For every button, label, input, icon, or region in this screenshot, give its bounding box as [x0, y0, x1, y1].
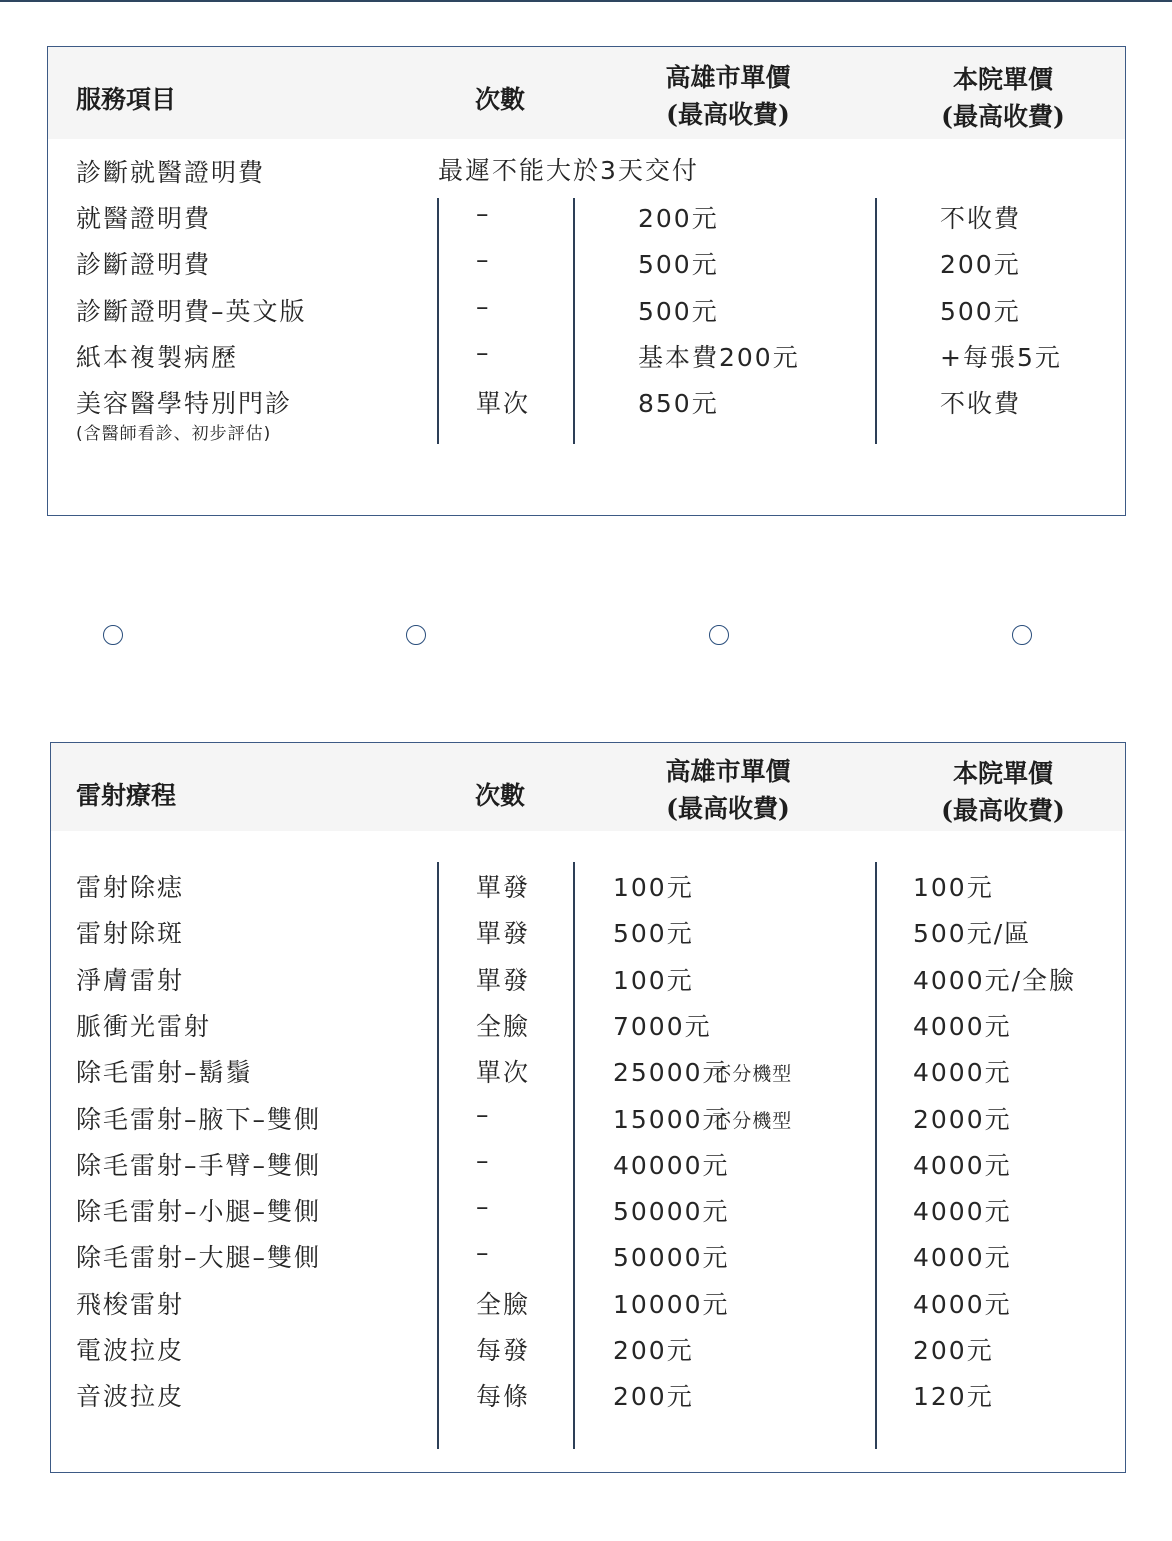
row-clinic-price: 500元/區	[913, 919, 1032, 949]
header-count: 次數	[475, 85, 526, 114]
table-header	[48, 47, 1125, 139]
row-city-price-note-wrap	[712, 1057, 792, 1086]
row-clinic-price: +每張5元	[940, 342, 1062, 372]
table-header	[51, 743, 1125, 831]
row-item: 紙本複製病歷	[76, 342, 239, 372]
row-item: 診斷證明費	[76, 250, 212, 280]
row-item: 診斷證明費–英文版	[76, 296, 307, 326]
top-rule	[0, 0, 1172, 2]
row-clinic-price: 4000元	[913, 1289, 1012, 1319]
row-clinic-price: 4000元/全臉	[913, 965, 1077, 995]
row-item: 美容醫學特別門診	[76, 389, 293, 419]
row-city-price: 15000元	[613, 1104, 730, 1134]
header-city-price: 高雄市單價 (最高收費)	[665, 63, 791, 129]
row-item: 除毛雷射–手臂–雙側	[76, 1150, 322, 1180]
row-city-price: 500元	[638, 296, 719, 326]
row-item: 除毛雷射–大腿–雙側	[76, 1243, 322, 1273]
row-item: 除毛雷射–鬍鬚	[76, 1058, 253, 1088]
row-clinic-price: 4000元	[913, 1011, 1012, 1041]
header-item: 服務項目	[76, 85, 177, 114]
row-item: 除毛雷射–小腿–雙側	[76, 1197, 322, 1227]
row-count: –	[476, 245, 491, 275]
row-item: 電波拉皮	[76, 1336, 185, 1365]
header-city-price: 高雄市單價 (最高收費)	[665, 757, 791, 823]
header-clinic-price: 本院單價 (最高收費)	[941, 65, 1065, 131]
row-city-price-note: 不分機型	[712, 1063, 793, 1086]
row-city-price: 500元	[613, 919, 694, 949]
row-count: –	[476, 1238, 491, 1268]
row-clinic-price: 2000元	[913, 1104, 1012, 1134]
row-city-price: 25000元	[613, 1058, 730, 1088]
row-count: 全臉	[476, 1289, 531, 1319]
row-city-price: 200元	[613, 1336, 694, 1365]
row-city-price: 50000元	[613, 1197, 730, 1227]
header-item: 雷射療程	[76, 781, 177, 810]
row-count: 單發	[476, 873, 531, 902]
row-clinic-price: 500元	[940, 296, 1021, 326]
row-clinic-price: 200元	[940, 250, 1021, 280]
carousel-dot[interactable]	[1012, 625, 1032, 645]
row-city-price: 200元	[613, 1382, 694, 1412]
certificate-fee-table	[47, 46, 1126, 516]
row-clinic-price: 不收費	[940, 389, 1022, 419]
row-count: –	[476, 1099, 491, 1129]
row-count: 單發	[476, 965, 531, 995]
row-count: 全臉	[476, 1011, 531, 1041]
header-count: 次數	[475, 781, 526, 810]
intro-item: 診斷就醫證明費	[76, 158, 266, 187]
row-city-price: 基本費200元	[638, 342, 800, 372]
carousel-dot[interactable]	[406, 625, 426, 645]
row-city-price: 40000元	[613, 1150, 730, 1180]
row-clinic-price: 120元	[913, 1382, 994, 1412]
row-city-price: 100元	[613, 965, 694, 995]
row-item: 除毛雷射–腋下–雙側	[76, 1104, 322, 1134]
row-item: 飛梭雷射	[76, 1289, 185, 1319]
row-count: –	[476, 1192, 491, 1222]
column-divider	[437, 862, 439, 1449]
row-city-price: 200元	[638, 204, 719, 233]
column-divider	[875, 198, 877, 444]
column-divider	[875, 862, 877, 1449]
row-city-price-note: 不分機型	[712, 1109, 793, 1132]
row-city-price: 7000元	[613, 1011, 712, 1041]
laser-treatment-table	[50, 742, 1126, 1473]
row-clinic-price: 4000元	[913, 1058, 1012, 1088]
row-clinic-price: 100元	[913, 873, 994, 902]
column-divider	[437, 198, 439, 444]
carousel-dot[interactable]	[709, 625, 729, 645]
row-item: 就醫證明費	[76, 204, 212, 233]
row-count: –	[476, 199, 491, 228]
row-count: 單次	[476, 1058, 531, 1088]
row-count: 每發	[476, 1336, 531, 1365]
row-clinic-price: 4000元	[913, 1150, 1012, 1180]
row-count: –	[476, 337, 491, 367]
row-count: 單次	[476, 389, 531, 419]
carousel-dot[interactable]	[103, 625, 123, 645]
row-clinic-price: 4000元	[913, 1197, 1012, 1227]
row-item-note: (含醫師看診、初步評估)	[76, 424, 272, 445]
header-clinic-price: 本院單價 (最高收費)	[941, 759, 1065, 825]
row-item: 雷射除痣	[76, 873, 185, 902]
row-item: 淨膚雷射	[76, 965, 185, 995]
row-item: 音波拉皮	[76, 1382, 185, 1412]
row-clinic-price: 4000元	[913, 1243, 1012, 1273]
row-count: –	[476, 1145, 491, 1175]
row-item: 脈衝光雷射	[76, 1011, 212, 1041]
row-clinic-price: 200元	[913, 1336, 994, 1365]
row-item: 雷射除斑	[76, 919, 185, 949]
row-city-price: 850元	[638, 389, 719, 419]
intro-note: 最遲不能大於3天交付	[438, 156, 699, 185]
row-city-price: 100元	[613, 873, 694, 902]
row-city-price: 50000元	[613, 1243, 730, 1273]
row-count: –	[476, 291, 491, 321]
row-city-price: 500元	[638, 250, 719, 280]
row-city-price-note-wrap	[712, 1104, 792, 1133]
row-count: 每條	[476, 1382, 531, 1412]
column-divider	[573, 198, 575, 444]
column-divider	[573, 862, 575, 1449]
row-city-price: 10000元	[613, 1289, 730, 1319]
row-count: 單發	[476, 919, 531, 949]
row-clinic-price: 不收費	[940, 204, 1022, 233]
